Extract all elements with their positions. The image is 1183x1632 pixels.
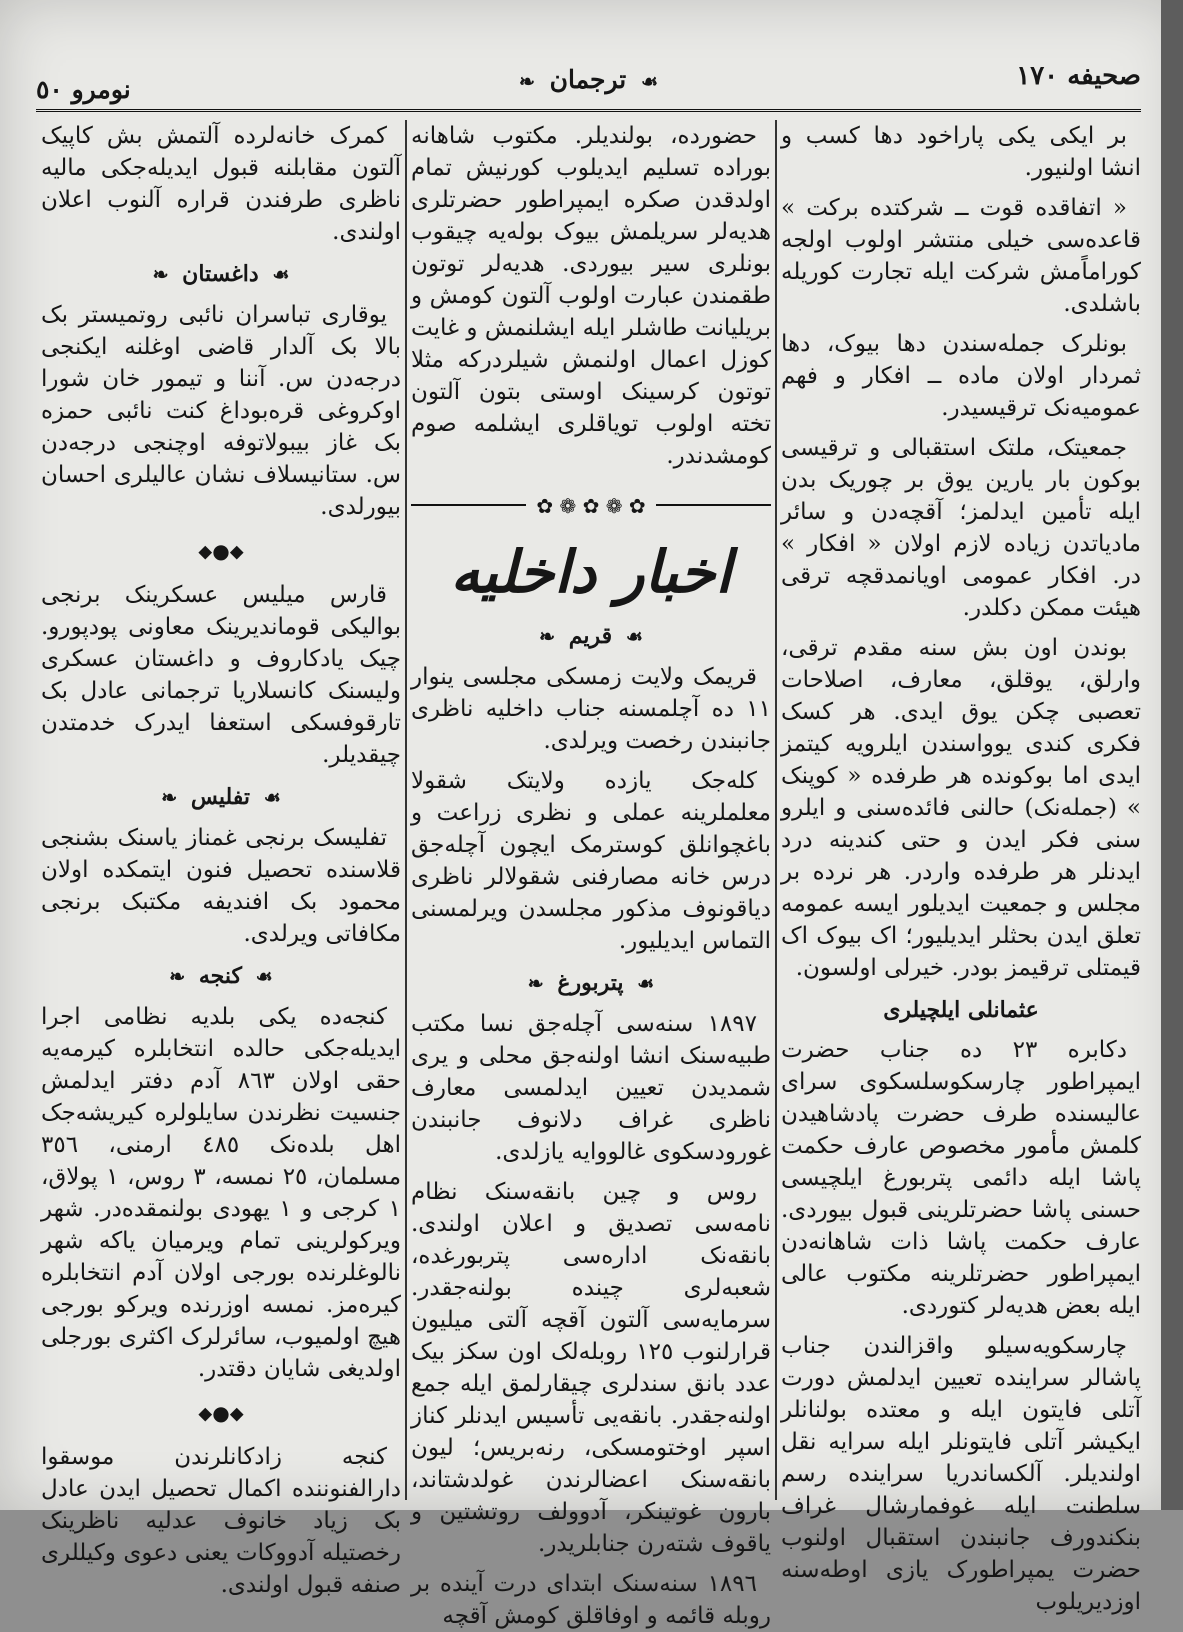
- columns: [36, 120, 1141, 1629]
- paragraph: جمعیتک، ملتک استقبالی و ترقیسی بوکون بار یارین یوق بر چوریک بدن ایله تأمین ایدلمز؛ آقچه‌دن و سائر مادیاتدن زیاده لازم اولان « افکار » در. افکار عمومی اویانمدقچه ترقی هیئت ممکن دکلدر.: [781, 435, 1141, 621]
- masthead-title: ترجمان: [549, 65, 627, 94]
- column-right: [781, 120, 1141, 1615]
- paragraph: کنجه‌ده یکی بلدیه نظامی اجرا ایدیله‌جکی حالده انتخابلره کیرمه‌یه حقی اولان ٨٦٣ آدم دفتر ایدلمش جنسیت نظرندن سایلولره کیریشه‌جک اهل بلده‌نک ٤٨٥ ارمنی، ٣٥٦ مسلمان، ٢٥ نمسه، ٣ روس، ١ پولاق، ١ کرجی و ١ یهودی بولنمقده‌در. شهر ویرکولرینی تمام ویرمیان یاکه شهر نالوغلرنده بورجی اولان آدم انتخابلره کیره‌مز. نمسه اوزرنده ویرکو بورجی هیچ اولمیوب، سائرلرک اکثری بورجلی اولدیغی شایان دقتدر.: [41, 1004, 402, 1382]
- column-middle: [411, 120, 771, 1629]
- column-rule: [405, 120, 407, 1500]
- ornament-icon: ❧: [539, 626, 556, 648]
- diamond-separator-icon: ⬥●⬥: [198, 539, 244, 563]
- section-heading-crimea: ☙ قریم ❧: [411, 620, 771, 653]
- paragraph: قارس میلیس عسکرینک برنجی بوالیکی قوماندیرینک معاونی پودپورو. چیک یادکاروف و داغستان عسکری ولیسنک کانسلاریا ترجمانی عادل بک تارقوفسکی استعفا ایدرک خدمتدن چیقدیلر.: [41, 582, 401, 768]
- page-number: صحيفه ١٧٠: [1016, 61, 1141, 91]
- header-rule: [36, 109, 1141, 112]
- column-left: [41, 120, 402, 1598]
- ornament-icon: ☙: [640, 70, 659, 93]
- ornament-icon: ☙: [625, 626, 643, 648]
- star-ornament-icon: ✿ ❁ ✿ ❁ ✿: [526, 494, 655, 518]
- page-header: [36, 55, 1141, 105]
- paragraph: بونلرک جمله‌سندن دها بیوک، دها ثمردار اولان ماده ــ افکار و فهم عمومیه‌نک ترقیسیدر.: [781, 331, 1141, 421]
- ornament-icon: ☙: [637, 973, 655, 995]
- paragraph: کله‌جک یازده ولایتک شقولا معلملرینه عملی و نظری زراعت و باغچوانلق کوسترمک ایچون آچله‌جق درس خانه مصارفنی شقولالر ناظری دیاقونوف مذکور مجلسدن ویرلمسنی التماس ایدیلیور.: [411, 768, 771, 954]
- masthead: [36, 65, 1141, 94]
- ornament-icon: ❧: [161, 787, 178, 809]
- ornament-icon: ❧: [518, 70, 535, 93]
- paragraph: ١٨٩٧ سنه‌سی آچله‌جق نسا مکتب طبیه‌سنک انشا اولنه‌جق محلی و یری شمدیدن تعیین ایدلمسی معارف ناظری غراف دلانوف جانبندن غورودسکوی غالووایه یازلدی.: [411, 1011, 771, 1165]
- ornament-icon: ❧: [527, 973, 544, 995]
- section-heading-ottoman: عثمانلی ایلچیلری: [883, 997, 1039, 1023]
- section-heading-petersburg: ☙ پتربورغ ❧: [411, 967, 771, 1000]
- issue-number: نومرو ٥٠: [36, 75, 131, 104]
- section-divider: [411, 490, 771, 520]
- section-heading-tiflis: ☙ تفلیس ❧: [41, 781, 401, 814]
- section-heading-ganja: ☙ کنجه ❧: [41, 960, 401, 993]
- ornament-icon: ☙: [263, 787, 281, 809]
- column-rule: [775, 120, 777, 1500]
- paragraph: کمرک خانه‌لرده آلتمش بش کاپیک آلتون مقابلنه قبول ایدیله‌جکی مالیه ناظری طرفندن قراره آلنوب اعلان اولندی.: [41, 123, 401, 245]
- paragraph: « اتفاقده قوت ــ شرکتده برکت » قاعده‌سی خیلی منتشر اولوب اولجه کوراماًمش شرکت ایله تجارت کوریله باشلدی.: [781, 195, 1141, 317]
- paragraph: یوقاری تباسران نائبی روتمیستر بک بالا بک آلدار قاضی اوغلنه ایکنجی درجه‌دن س. آننا و تیمور خان شورا اوکروغی قره‌بوداغ کنت نائبی حمزه بک غاز بیبولاتوفه اوچنجی درجه‌دن س. ستانیسلاف نشان عالیلری احسان بیورلدی.: [41, 302, 401, 520]
- paragraph: روس و چین بانقه‌سنک نظام نامه‌سی تصدیق و اعلان اولندی. بانقه‌نک اداره‌سی پتربورغده، شعبه‌لری چینده بولنه‌جقدر. سرمایه‌سی آلتون آقچه آلتی میلیون قرارلنوب ١٢٥ روبله‌لک اون سکز بیک عدد بانق سندلری چیقارلمق ایله جمع اولنه‌جقدر. بانقه‌یی تأسیس ایدنلر کناز اسپر اوختومسکی، رنه‌بریس؛ لیون بانقه‌سنک اعضالرندن غولدشتاند، بارون غوتینکر، آدوولف روتشتین و یاقوف شته‌رن جنابلریدر.: [411, 1179, 771, 1557]
- paragraph: تفلیسک برنجی غمناز یاسنک بشنجی قلاسنده تحصیل فنون ایتمکده اولان محمود بک افندیفه مکتبک برنجی مکافاتی ویرلدی.: [41, 825, 401, 947]
- big-title: اخبار داخلیه: [450, 538, 732, 606]
- paragraph: بر ایکی یکی پاراخود دها کسب و انشا اولنیور.: [781, 123, 1141, 181]
- paragraph: حضورده، بولندیلر. مکتوب شاهانه بوراده تسلیم ایدیلوب کورنیش تمام اولدقدن صکره ایمپراطور حضرتلری هدیه‌لر سریلمش بیوک بوله‌یه چیقوب بونلری سیر بیوردی. هدیه‌لر توتون طقمندن عبارت اولوب آلتون کومش و بریلیانت طاشلر ایله ایشلنمش و غایت کوزل اعمال اولنمش شیلردرکه مثلا توتون کرسینک اوستی بتون آلتون تخته اولوب تویاقلری ایشلمه صوم کومشدندر.: [411, 123, 771, 469]
- diamond-separator-icon: ⬥●⬥: [198, 1401, 244, 1425]
- ornament-icon: ❧: [169, 966, 186, 988]
- paragraph: کنجه زادکانلرندن موسقوا دارالفنوننده اکمال تحصیل ایدن عادل بک زیاد خانوف عدلیه ناظرینک رخصتیله آدووکات یعنی دعوی وکیللری صنفه قبول اولندی.: [41, 1444, 401, 1598]
- section-heading-daghestan: ☙ داغستان ❧: [41, 258, 401, 291]
- page-edge: [1161, 0, 1183, 1510]
- ornament-icon: ☙: [272, 264, 290, 286]
- paragraph: قریمک ولایت زمسکی مجلسی ینوار ١١ ده آچلمسنه جناب داخلیه ناظری جانبندن رخصت ویرلدی.: [411, 664, 771, 754]
- paragraph: بوندن اون بش سنه مقدم ترقی، وارلق، یوقلق، معارف، اصلاحات تعصبی چکن یوق ایدی. هر کسک فکری کندی یوواسندن ایلرویه کیتمز ایدی اما بوکونده هر طرفده « کوپنک » (جمله‌نک) حالنی فائده‌سنی و ایلرو سنی فکر ایدن و حتی کندینه درد ایدنلر هر طرفده واردر. هر نرده بر مجلس و جمعیت ایدیلور ایسه عمومه تعلق ایدن بحثلر ایدیلیور؛ اک بیوک اک قیمتلی ترقیمز بودر. خیرلی اولسون.: [781, 635, 1141, 981]
- ornament-icon: ☙: [255, 966, 273, 988]
- paragraph: دکابره ٢٣ ده جناب حضرت ایمپراطور چارسکوسلسکوی سرای عالیسنده طرف حضرت پادشاهیدن کلمش مأمور مخصوص عارف حکمت پاشا ایله دائمی پتربورغ ایلچیسی حسنی پاشا حضرتلرینی قبول بیوردی. عارف حکمت پاشا ذات شاهانه‌دن ایمپراطور حضرتلرینه مکتوب عالی ایله بعض هدیه‌لر کتوردی.: [781, 1037, 1141, 1319]
- paragraph: چارسکویه‌سیلو واقزالندن جناب پاشالر سراینده تعیین ایدلمش دورت آتلی فایتون ایله و معتده بولنانلر ایکیشر آتلی فایتونلر ایله سرایه نقل اولندیلر. آلکساندریا سراینده رسم سلطنت ایله غوفمارشال غراف بنکندورف جانبندن استقبال اولنوب حضرت یمپراطورک یازی اوطه‌سنه اوزدیریلوب: [781, 1333, 1141, 1615]
- ornament-icon: ❧: [152, 264, 169, 286]
- paragraph: ١٨٩٦ سنه‌سنک ابتدای درت آینده بر روبله قائمه و اوفاقلق کومش آقچه: [411, 1571, 771, 1629]
